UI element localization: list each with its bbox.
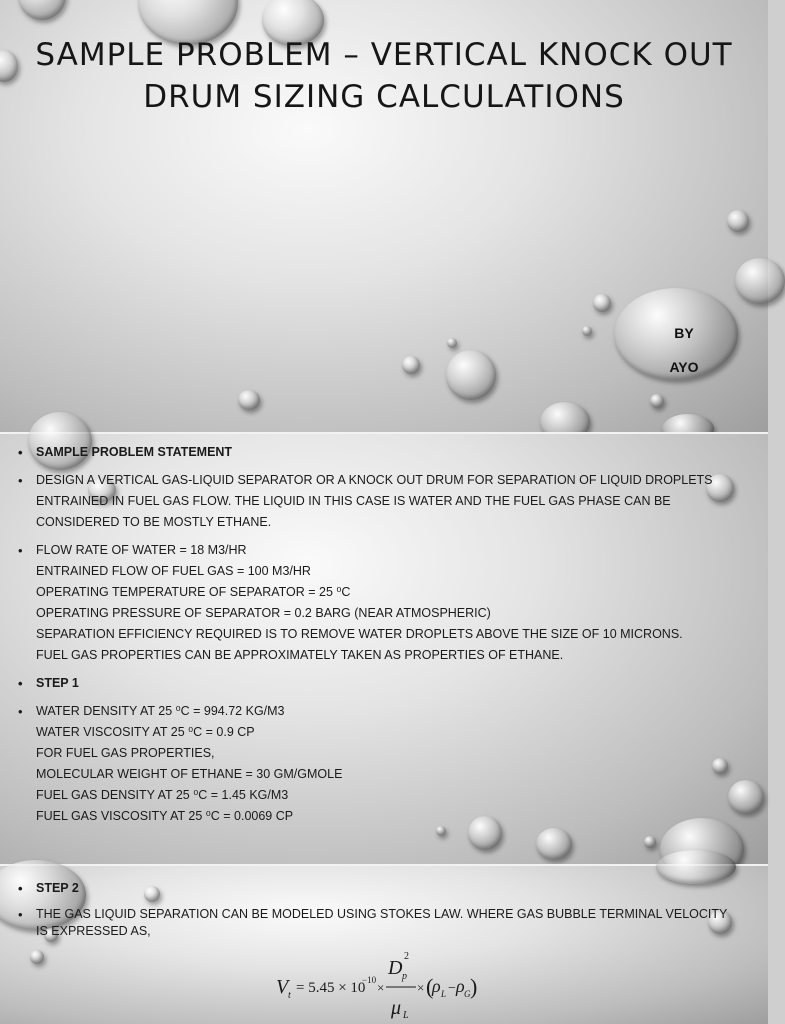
author-block [664, 316, 704, 384]
fluid-properties-list [18, 701, 738, 827]
problem-statement-slide [0, 434, 768, 864]
condition-line: SEPARATION EFFICIENCY REQUIRED IS TO REMOVE WATER DROPLETS ABOVE THE SIZE OF 10 MICRONS. [36, 627, 683, 641]
condition-line: FUEL GAS PROPERTIES CAN BE APPROXIMATELY TAKEN AS PROPERTIES OF ETHANE. [36, 648, 564, 662]
property-line: FOR FUEL GAS PROPERTIES, [36, 746, 215, 760]
step-1-heading: • STEP 1 [18, 673, 738, 694]
water-droplet [447, 338, 457, 348]
formula-numerator-subscript: p [402, 971, 407, 982]
formula-close-paren: ) [470, 974, 478, 999]
slide-title-line-1: SAMPLE PROBLEM – VERTICAL KNOCK OUT [35, 37, 733, 73]
water-droplet [402, 356, 420, 374]
sample-problem-heading: • SAMPLE PROBLEM STATEMENT [18, 442, 738, 463]
formula-numerator: D [388, 957, 403, 979]
step-2-heading: • STEP 2 [18, 878, 738, 899]
formula-exponent: −10 [362, 975, 377, 985]
condition-line: OPERATING TEMPERATURE OF SEPARATOR = 25 ⁰C [36, 585, 351, 599]
formula-rho-liquid-subscript: L [441, 989, 447, 999]
water-droplet [446, 350, 496, 400]
stokes-law-text: • THE GAS LIQUID SEPARATION CAN BE MODELED USING STOKES LAW. WHERE GAS BUBBLE TERMINAL VELOCITY IS EXPRESSED AS, [18, 906, 738, 940]
formula-rho-liquid: ρ [432, 976, 441, 996]
water-droplet [30, 950, 44, 964]
problem-statement-text: • DESIGN A VERTICAL GAS-LIQUID SEPARATOR OR A KNOCK OUT DRUM FOR SEPARATION OF LIQUID DROPLETS ENTRAINED IN FUEL GAS FLOW. THE LIQUID IN THIS CASE IS WATER AND THE FUEL GAS PHASE CAN BE CONSIDERED TO BE MOSTLY ETHANE. [18, 470, 738, 533]
condition-line: OPERATING PRESSURE OF SEPARATOR = 0.2 BARG (NEAR ATMOSPHERIC) [36, 606, 491, 620]
water-droplet [0, 50, 18, 82]
formula-lhs: V [276, 976, 289, 998]
formula-open-paren: ( [426, 974, 434, 999]
formula-denominator: μ [391, 997, 402, 1019]
water-droplet [582, 326, 592, 336]
slide-title-line-2: DRUM SIZING CALCULATIONS [143, 79, 625, 115]
condition-line: • FLOW RATE OF WATER = 18 M3/HR [36, 543, 247, 557]
formula-rho-gas: ρ [456, 976, 465, 996]
water-droplet [18, 0, 66, 20]
stokes-law-equation [274, 946, 478, 1022]
problem-bullet-list [18, 442, 738, 834]
author-name: AYO [669, 359, 699, 375]
formula-times-1: × [377, 980, 385, 995]
property-line: FUEL GAS VISCOSITY AT 25 ⁰C = 0.0069 CP [36, 809, 294, 823]
formula-rho-gas-subscript: G [464, 989, 471, 999]
step-2-slide [0, 866, 768, 1024]
property-line: MOLECULAR WEIGHT OF ETHANE = 30 GM/GMOLE [36, 767, 343, 781]
property-line: • WATER DENSITY AT 25 ⁰C = 994.72 KG/M3 [36, 704, 285, 718]
formula-times-2: × [417, 980, 425, 995]
title-slide [0, 0, 768, 432]
author-label: BY [674, 325, 694, 341]
formula-minus: − [448, 981, 456, 996]
water-droplet [644, 836, 656, 848]
property-line: FUEL GAS DENSITY AT 25 ⁰C = 1.45 KG/M3 [36, 788, 289, 802]
slide-title [20, 34, 748, 118]
water-droplet [593, 294, 611, 312]
condition-line: ENTRAINED FLOW OF FUEL GAS = 100 M3/HR [36, 564, 311, 578]
formula-lhs-subscript: t [288, 990, 291, 1001]
water-droplet [727, 210, 749, 232]
formula-coefficient: = 5.45 × 10 [296, 980, 366, 996]
operating-conditions-list [18, 540, 738, 666]
formula-numerator-superscript: 2 [404, 951, 409, 962]
step-2-bullet-list [18, 878, 738, 947]
water-droplet [650, 394, 664, 408]
water-droplet [238, 390, 260, 410]
property-line: WATER VISCOSITY AT 25 ⁰C = 0.9 CP [36, 725, 255, 739]
water-droplet [735, 258, 785, 304]
formula-denominator-subscript: L [403, 1010, 409, 1021]
